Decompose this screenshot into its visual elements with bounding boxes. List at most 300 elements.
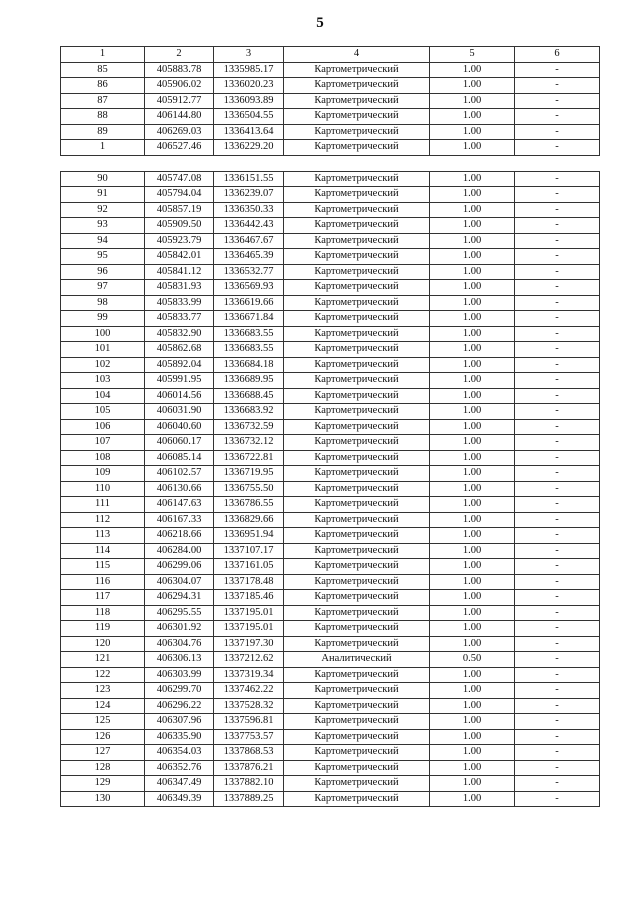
- table-cell: 1336732.59: [214, 419, 284, 435]
- table-cell: 106: [61, 419, 145, 435]
- column-header: 3: [214, 47, 284, 63]
- table-cell: 405909.50: [145, 218, 214, 234]
- table-cell: Картометрический: [284, 621, 430, 637]
- table-cell: Картометрический: [284, 93, 430, 109]
- table-cell: 1.00: [430, 714, 515, 730]
- table-cell: -: [515, 543, 600, 559]
- table-cell: 108: [61, 450, 145, 466]
- table-cell: 1.00: [430, 466, 515, 482]
- table-cell: Картометрический: [284, 202, 430, 218]
- table-cell: 1337868.53: [214, 745, 284, 761]
- table-row: [61, 218, 600, 234]
- table-cell: 1.00: [430, 249, 515, 265]
- table-cell: -: [515, 249, 600, 265]
- table-cell: 95: [61, 249, 145, 265]
- table-cell: 1.00: [430, 357, 515, 373]
- table-cell: 113: [61, 528, 145, 544]
- table-cell: Картометрический: [284, 543, 430, 559]
- table-cell: 406269.03: [145, 124, 214, 140]
- table-cell: 1336683.55: [214, 326, 284, 342]
- table-cell: 1337319.34: [214, 667, 284, 683]
- table-cell: Картометрический: [284, 605, 430, 621]
- table-cell: 1337107.17: [214, 543, 284, 559]
- table-row: [61, 450, 600, 466]
- table-cell: 1.00: [430, 574, 515, 590]
- table-gap-row: [61, 155, 600, 171]
- table-cell: 1.00: [430, 388, 515, 404]
- table-cell: 1.00: [430, 218, 515, 234]
- table-cell: 127: [61, 745, 145, 761]
- table-cell: -: [515, 528, 600, 544]
- table-cell: 116: [61, 574, 145, 590]
- table-cell: 104: [61, 388, 145, 404]
- column-header: 2: [145, 47, 214, 63]
- table-cell: 1336671.84: [214, 311, 284, 327]
- table-cell: -: [515, 187, 600, 203]
- table-cell: Картометрический: [284, 636, 430, 652]
- table-cell: 1335985.17: [214, 62, 284, 78]
- table-cell: Картометрический: [284, 466, 430, 482]
- table-cell: 1.00: [430, 295, 515, 311]
- table-cell: -: [515, 512, 600, 528]
- table-cell: 88: [61, 109, 145, 125]
- table-cell: 1.00: [430, 419, 515, 435]
- table-cell: 406085.14: [145, 450, 214, 466]
- table-cell: Картометрический: [284, 745, 430, 761]
- table-cell: 128: [61, 760, 145, 776]
- table-cell: 1.00: [430, 605, 515, 621]
- table-cell: 1.00: [430, 62, 515, 78]
- table-cell: Картометрический: [284, 683, 430, 699]
- table-row: [61, 93, 600, 109]
- table-cell: -: [515, 419, 600, 435]
- table-cell: 405857.19: [145, 202, 214, 218]
- table-cell: 102: [61, 357, 145, 373]
- table-cell: 406335.90: [145, 729, 214, 745]
- table-cell: Картометрический: [284, 109, 430, 125]
- table-cell: 1.00: [430, 745, 515, 761]
- table-row: [61, 357, 600, 373]
- table-cell: 1.00: [430, 528, 515, 544]
- table-cell: -: [515, 280, 600, 296]
- table-cell: Картометрический: [284, 280, 430, 296]
- table-cell: 97: [61, 280, 145, 296]
- table-row: [61, 171, 600, 187]
- table-row: [61, 574, 600, 590]
- table-row: [61, 466, 600, 482]
- table-cell: 118: [61, 605, 145, 621]
- table-cell: 1.00: [430, 683, 515, 699]
- table-cell: 1337178.48: [214, 574, 284, 590]
- table-cell: 90: [61, 171, 145, 187]
- table-row: [61, 636, 600, 652]
- table-cell: 405841.12: [145, 264, 214, 280]
- table-row: [61, 776, 600, 792]
- table-cell: Картометрический: [284, 373, 430, 389]
- table-cell: Картометрический: [284, 233, 430, 249]
- table-cell: 0.50: [430, 652, 515, 668]
- table-cell: Картометрический: [284, 140, 430, 156]
- table-row: [61, 605, 600, 621]
- table-row: [61, 373, 600, 389]
- table-cell: -: [515, 466, 600, 482]
- table-cell: 1.00: [430, 326, 515, 342]
- table-cell: 89: [61, 124, 145, 140]
- table-cell: 1336619.66: [214, 295, 284, 311]
- table-cell: 406040.60: [145, 419, 214, 435]
- table-cell: -: [515, 264, 600, 280]
- table-cell: -: [515, 404, 600, 420]
- column-header: 4: [284, 47, 430, 63]
- table-cell: 406294.31: [145, 590, 214, 606]
- table-cell: 1336229.20: [214, 140, 284, 156]
- table-row: [61, 528, 600, 544]
- table-cell: Картометрический: [284, 124, 430, 140]
- table-cell: 1.00: [430, 124, 515, 140]
- table-cell: 1.00: [430, 636, 515, 652]
- coordinates-table: [60, 46, 600, 807]
- table-cell: 100: [61, 326, 145, 342]
- table-row: [61, 714, 600, 730]
- table-cell: 405747.08: [145, 171, 214, 187]
- table-cell: 406303.99: [145, 667, 214, 683]
- table-cell: 1337197.30: [214, 636, 284, 652]
- table-cell: 1.00: [430, 280, 515, 296]
- table-row: [61, 233, 600, 249]
- page-number: 5: [316, 15, 324, 31]
- table-cell: 86: [61, 78, 145, 94]
- table-cell: 1336786.55: [214, 497, 284, 513]
- table-cell: 406299.06: [145, 559, 214, 575]
- table-cell: -: [515, 62, 600, 78]
- table-cell: Картометрический: [284, 667, 430, 683]
- table-cell: 114: [61, 543, 145, 559]
- table-row: [61, 729, 600, 745]
- table-cell: Картометрический: [284, 791, 430, 807]
- table-cell: Картометрический: [284, 497, 430, 513]
- table-cell: 1337528.32: [214, 698, 284, 714]
- table-cell: 406354.03: [145, 745, 214, 761]
- table-cell: Картометрический: [284, 62, 430, 78]
- table-cell: 1336755.50: [214, 481, 284, 497]
- table-cell: 1336951.94: [214, 528, 284, 544]
- table-cell: Картометрический: [284, 776, 430, 792]
- table-cell: 107: [61, 435, 145, 451]
- table-cell: 94: [61, 233, 145, 249]
- table-row: [61, 264, 600, 280]
- table-cell: -: [515, 124, 600, 140]
- table-cell: 406527.46: [145, 140, 214, 156]
- table-cell: Картометрический: [284, 450, 430, 466]
- table-cell: 1336467.67: [214, 233, 284, 249]
- table-cell: 1336239.07: [214, 187, 284, 203]
- table-cell: 119: [61, 621, 145, 637]
- table-cell: Картометрический: [284, 404, 430, 420]
- table-cell: 1.00: [430, 435, 515, 451]
- table-row: [61, 760, 600, 776]
- table-cell: 1336442.43: [214, 218, 284, 234]
- table-cell: 406144.80: [145, 109, 214, 125]
- table-cell: Картометрический: [284, 512, 430, 528]
- table-cell: 1337185.46: [214, 590, 284, 606]
- table-cell: 1.00: [430, 373, 515, 389]
- table-cell: 1.00: [430, 667, 515, 683]
- table-cell: Картометрический: [284, 249, 430, 265]
- table-cell: 109: [61, 466, 145, 482]
- table-cell: 1336719.95: [214, 466, 284, 482]
- table-cell: -: [515, 745, 600, 761]
- header-row: [61, 47, 600, 63]
- table-cell: 406102.57: [145, 466, 214, 482]
- table-cell: 1337596.81: [214, 714, 284, 730]
- table-cell: Картометрический: [284, 218, 430, 234]
- table-cell: 1336683.92: [214, 404, 284, 420]
- table-cell: Картометрический: [284, 559, 430, 575]
- table-row: [61, 698, 600, 714]
- table-cell: -: [515, 311, 600, 327]
- table-row: [61, 497, 600, 513]
- table-cell: 405912.77: [145, 93, 214, 109]
- table-cell: -: [515, 497, 600, 513]
- table-cell: 1.00: [430, 93, 515, 109]
- table-cell: 1.00: [430, 202, 515, 218]
- table-cell: -: [515, 233, 600, 249]
- table-cell: 1.00: [430, 481, 515, 497]
- table-cell: 1.00: [430, 590, 515, 606]
- table-row: [61, 512, 600, 528]
- table-cell: 1336732.12: [214, 435, 284, 451]
- table-cell: Аналитический: [284, 652, 430, 668]
- table-cell: 1.00: [430, 512, 515, 528]
- table-row: [61, 187, 600, 203]
- table-row: [61, 683, 600, 699]
- table-cell: 121: [61, 652, 145, 668]
- table-cell: Картометрический: [284, 698, 430, 714]
- table-cell: -: [515, 435, 600, 451]
- table-cell: 1336465.39: [214, 249, 284, 265]
- table-cell: 111: [61, 497, 145, 513]
- table-cell: 117: [61, 590, 145, 606]
- table-cell: 91: [61, 187, 145, 203]
- table-cell: 405923.79: [145, 233, 214, 249]
- table-cell: 1.00: [430, 450, 515, 466]
- table-cell: Картометрический: [284, 78, 430, 94]
- table-cell: 1336569.93: [214, 280, 284, 296]
- table-cell: 1336684.18: [214, 357, 284, 373]
- table-cell: Картометрический: [284, 311, 430, 327]
- table-cell: -: [515, 652, 600, 668]
- table-row: [61, 621, 600, 637]
- table-row: [61, 652, 600, 668]
- table-cell: 405794.04: [145, 187, 214, 203]
- table-row: [61, 311, 600, 327]
- table-cell: 1.00: [430, 698, 515, 714]
- table-cell: 1.00: [430, 543, 515, 559]
- table-cell: 406147.63: [145, 497, 214, 513]
- table-cell: 120: [61, 636, 145, 652]
- table-cell: 1336413.64: [214, 124, 284, 140]
- column-header: 5: [430, 47, 515, 63]
- table-cell: 1.00: [430, 729, 515, 745]
- table-row: [61, 388, 600, 404]
- table-cell: 1336151.55: [214, 171, 284, 187]
- table-cell: 1336093.89: [214, 93, 284, 109]
- table-cell: 1.00: [430, 559, 515, 575]
- table-cell: Картометрический: [284, 590, 430, 606]
- table-cell: 406301.92: [145, 621, 214, 637]
- table-cell: 92: [61, 202, 145, 218]
- table-row: [61, 280, 600, 296]
- table-cell: 1.00: [430, 497, 515, 513]
- table-cell: -: [515, 636, 600, 652]
- table-cell: 1337889.25: [214, 791, 284, 807]
- table-cell: 1336350.33: [214, 202, 284, 218]
- gap-cell: [61, 155, 600, 171]
- table-cell: 406352.76: [145, 760, 214, 776]
- table-row: [61, 435, 600, 451]
- table-row: [61, 78, 600, 94]
- table-row: [61, 791, 600, 807]
- table-cell: 103: [61, 373, 145, 389]
- table-cell: 129: [61, 776, 145, 792]
- table-cell: 96: [61, 264, 145, 280]
- table-cell: 1336683.55: [214, 342, 284, 358]
- table-cell: 122: [61, 667, 145, 683]
- table-cell: 405892.04: [145, 357, 214, 373]
- table-cell: 406306.13: [145, 652, 214, 668]
- table-cell: 1336688.45: [214, 388, 284, 404]
- table-cell: 406304.76: [145, 636, 214, 652]
- table-cell: 87: [61, 93, 145, 109]
- table-cell: 126: [61, 729, 145, 745]
- table-cell: -: [515, 621, 600, 637]
- table-cell: 1.00: [430, 776, 515, 792]
- table-cell: 405833.99: [145, 295, 214, 311]
- table-cell: -: [515, 295, 600, 311]
- table-cell: -: [515, 373, 600, 389]
- table-cell: -: [515, 202, 600, 218]
- table-cell: 130: [61, 791, 145, 807]
- table-cell: 1337753.57: [214, 729, 284, 745]
- table-cell: -: [515, 559, 600, 575]
- table-cell: 1.00: [430, 342, 515, 358]
- table-cell: 406295.55: [145, 605, 214, 621]
- column-header: 1: [61, 47, 145, 63]
- table-cell: 1.00: [430, 109, 515, 125]
- table-row: [61, 249, 600, 265]
- table-cell: 105: [61, 404, 145, 420]
- table-cell: 1336829.66: [214, 512, 284, 528]
- table-cell: -: [515, 218, 600, 234]
- table-cell: 405831.93: [145, 280, 214, 296]
- table-cell: 93: [61, 218, 145, 234]
- table-cell: -: [515, 171, 600, 187]
- table-cell: 1.00: [430, 791, 515, 807]
- table-cell: 1337882.10: [214, 776, 284, 792]
- table-body: [61, 62, 600, 807]
- table-cell: -: [515, 140, 600, 156]
- table-cell: 1.00: [430, 621, 515, 637]
- table-cell: 405842.01: [145, 249, 214, 265]
- table-cell: Картометрический: [284, 729, 430, 745]
- table-cell: 406307.96: [145, 714, 214, 730]
- table-row: [61, 481, 600, 497]
- table-cell: -: [515, 326, 600, 342]
- table-cell: 1336722.81: [214, 450, 284, 466]
- table-cell: 1337876.21: [214, 760, 284, 776]
- table-cell: 1: [61, 140, 145, 156]
- table-cell: 406347.49: [145, 776, 214, 792]
- table-cell: 406014.56: [145, 388, 214, 404]
- table-cell: Картометрический: [284, 574, 430, 590]
- table-cell: 405833.77: [145, 311, 214, 327]
- table-cell: Картометрический: [284, 481, 430, 497]
- table-row: [61, 124, 600, 140]
- table-cell: 1.00: [430, 233, 515, 249]
- table-row: [61, 745, 600, 761]
- table-cell: -: [515, 729, 600, 745]
- table-cell: -: [515, 714, 600, 730]
- table-cell: -: [515, 93, 600, 109]
- table-cell: 1336020.23: [214, 78, 284, 94]
- table-cell: 1337161.05: [214, 559, 284, 575]
- table-cell: 1337212.62: [214, 652, 284, 668]
- table-row: [61, 140, 600, 156]
- table-cell: 1.00: [430, 140, 515, 156]
- table-cell: 1337195.01: [214, 621, 284, 637]
- table-cell: 101: [61, 342, 145, 358]
- table-cell: 1.00: [430, 264, 515, 280]
- table-cell: 1.00: [430, 404, 515, 420]
- table-cell: 406031.90: [145, 404, 214, 420]
- table-cell: 123: [61, 683, 145, 699]
- table-cell: 406218.66: [145, 528, 214, 544]
- table-header: [61, 47, 600, 63]
- table-row: [61, 109, 600, 125]
- table-cell: 405832.90: [145, 326, 214, 342]
- table-cell: 1.00: [430, 760, 515, 776]
- table-cell: 1336532.77: [214, 264, 284, 280]
- table-cell: -: [515, 590, 600, 606]
- table-cell: -: [515, 574, 600, 590]
- table-cell: Картометрический: [284, 760, 430, 776]
- table-cell: Картометрический: [284, 171, 430, 187]
- table-cell: Картометрический: [284, 326, 430, 342]
- table-cell: 98: [61, 295, 145, 311]
- table-cell: -: [515, 605, 600, 621]
- table-cell: -: [515, 78, 600, 94]
- table-cell: Картометрический: [284, 419, 430, 435]
- table-row: [61, 295, 600, 311]
- table-cell: -: [515, 481, 600, 497]
- table-cell: Картометрический: [284, 264, 430, 280]
- table-row: [61, 667, 600, 683]
- table-row: [61, 342, 600, 358]
- table-row: [61, 404, 600, 420]
- table-row: [61, 202, 600, 218]
- table-row: [61, 419, 600, 435]
- table-cell: -: [515, 776, 600, 792]
- table-cell: Картометрический: [284, 295, 430, 311]
- table-cell: -: [515, 109, 600, 125]
- table-cell: 405906.02: [145, 78, 214, 94]
- table-cell: 1337195.01: [214, 605, 284, 621]
- table-cell: 85: [61, 62, 145, 78]
- table-row: [61, 326, 600, 342]
- table-cell: Картометрический: [284, 342, 430, 358]
- table-row: [61, 62, 600, 78]
- table-cell: 406296.22: [145, 698, 214, 714]
